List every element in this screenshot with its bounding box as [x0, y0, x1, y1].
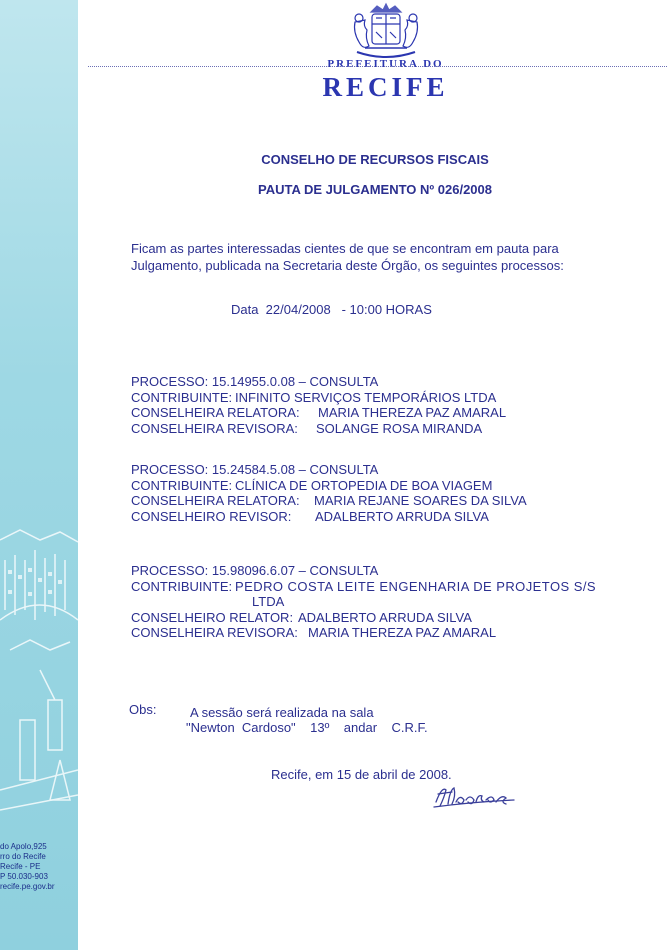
- relator-value: MARIA THEREZA PAZ AMARAL: [318, 405, 507, 420]
- relator-label: CONSELHEIRA RELATORA:: [131, 493, 300, 508]
- contribuinte-label: CONTRIBUINTE:: [131, 578, 233, 594]
- intro-line: Ficam as partes interessadas cientes de que se encontram em pauta para: [131, 241, 559, 256]
- relator-value: ADALBERTO ARRUDA SILVA: [298, 609, 472, 625]
- signature: [432, 780, 522, 812]
- contribuinte-value: PEDRO COSTA LEITE ENGENHARIA DE PROJETOS S/S: [235, 578, 597, 594]
- address-line: P 50.030-903: [0, 872, 48, 881]
- relator-value: MARIA REJANE SOARES DA SILVA: [314, 493, 527, 508]
- address-line: rro do Recife: [0, 852, 46, 861]
- obs-label: Obs:: [129, 702, 157, 717]
- city-skyline-illustration: [0, 520, 78, 850]
- revisor-label: CONSELHEIRA REVISORA:: [131, 420, 298, 436]
- obs-line: A sessão será realizada na sala: [190, 705, 374, 720]
- document-subtitle: PAUTA DE JULGAMENTO Nº 026/2008: [258, 182, 492, 197]
- contribuinte-value: CLÍNICA DE ORTOPEDIA DE BOA VIAGEM: [235, 477, 493, 493]
- document-title: CONSELHO DE RECURSOS FISCAIS: [261, 152, 489, 167]
- address-line: do Apolo,925: [0, 842, 47, 851]
- header-prefeitura: PREFEITURA DO: [327, 58, 444, 70]
- contribuinte-value: INFINITO SERVIÇOS TEMPORÁRIOS LTDA: [235, 389, 497, 405]
- intro-line: Julgamento, publicada na Secretaria deste Órgão, os seguintes processos:: [131, 258, 564, 273]
- revisor-value: MARIA THEREZA PAZ AMARAL: [308, 625, 497, 640]
- place-and-date: Recife, em 15 de abril de 2008.: [271, 767, 452, 782]
- relator-label: CONSELHEIRA RELATORA:: [131, 405, 300, 420]
- revisor-label: CONSELHEIRO REVISOR:: [131, 508, 292, 524]
- contribuinte-label: CONTRIBUINTE:: [131, 389, 233, 405]
- address-line: recife.pe.gov.br: [0, 882, 55, 891]
- process-number: PROCESSO: 15.98096.6.07 – CONSULTA: [131, 563, 379, 578]
- revisor-label: CONSELHEIRA REVISORA:: [131, 625, 298, 640]
- session-date: Data 22/04/2008 - 10:00 HORAS: [231, 302, 432, 317]
- address-line: Recife - PE: [0, 862, 41, 871]
- intro-paragraph: [131, 240, 591, 274]
- contribuinte-value-continued: LTDA: [252, 594, 285, 609]
- sidebar-address: [0, 842, 78, 892]
- relator-label: CONSELHEIRO RELATOR:: [131, 609, 294, 625]
- process-number: PROCESSO: 15.24584.5.08 – CONSULTA: [131, 462, 379, 477]
- revisor-value: ADALBERTO ARRUDA SILVA: [315, 508, 489, 524]
- sidebar-watermark: [0, 0, 78, 950]
- revisor-value: SOLANGE ROSA MIRANDA: [316, 420, 483, 436]
- contribuinte-label: CONTRIBUINTE:: [131, 477, 233, 493]
- obs-line: "Newton Cardoso" 13º andar C.R.F.: [186, 720, 428, 735]
- header-city: RECIFE: [322, 72, 449, 102]
- header-divider: [88, 66, 667, 67]
- process-number: PROCESSO: 15.14955.0.08 – CONSULTA: [131, 374, 379, 389]
- coat-of-arms-logo: [345, 2, 427, 60]
